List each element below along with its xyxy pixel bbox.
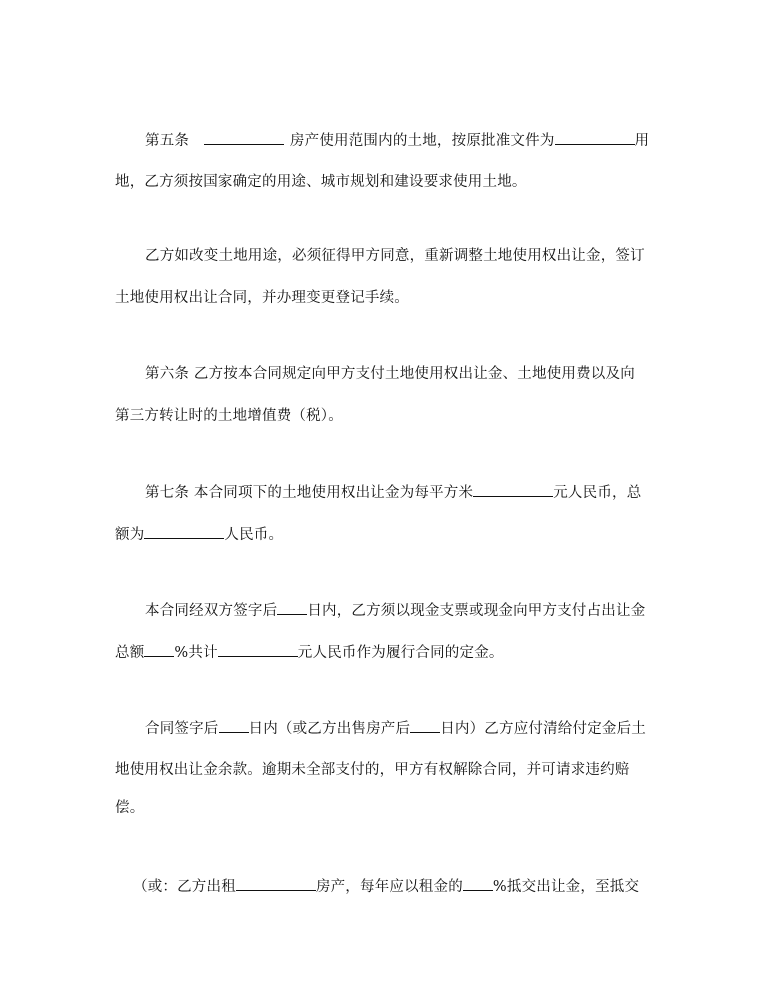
blank-field xyxy=(219,718,249,733)
change-use-line2: 土地使用权出让合同，并办理变更登记手续。 xyxy=(115,290,409,306)
text-segment: 日内，乙方须以现金支票或现金向甲方支付占出让金 xyxy=(307,603,646,619)
blank-field xyxy=(218,642,298,657)
blank-field xyxy=(236,876,316,891)
deposit-line1 xyxy=(145,600,645,621)
deposit-line2 xyxy=(115,642,504,663)
rent-line1 xyxy=(133,876,639,897)
text-segment: 日内（或乙方出售房产后 xyxy=(248,721,411,737)
text-segment: 房产，每年应以租金的 xyxy=(315,879,463,895)
text-segment: %共计 xyxy=(174,645,218,661)
article5-line2: 地，乙方须按国家确定的用途、城市规划和建设要求使用土地。 xyxy=(115,174,527,190)
text-segment: 日内）乙方应付清给付定金后土 xyxy=(440,721,647,737)
text-segment: 合同签字后 xyxy=(145,721,219,737)
article7-line1 xyxy=(145,482,641,503)
balance-line2: 地使用权出让金余款。逾期未全部支付的，甲方有权解除合同，并可请求违约赔 xyxy=(115,762,630,778)
text-segment: %抵交出让金，至抵交 xyxy=(492,879,640,895)
blank-field xyxy=(144,524,224,539)
text-segment: 用 xyxy=(634,133,650,149)
blank-field xyxy=(463,876,493,891)
blank-field xyxy=(277,600,307,615)
text-segment: 房产使用范围内的土地，按原批准文件为 xyxy=(289,133,555,149)
blank-field xyxy=(555,130,635,145)
article6-line1: 第六条 乙方按本合同规定向甲方支付土地使用权出让金、土地使用费以及向 xyxy=(145,366,635,382)
text-segment: 元人民币，总 xyxy=(553,485,642,501)
blank-field xyxy=(204,130,284,145)
change-use-line1: 乙方如改变土地用途，必须征得甲方同意，重新调整土地使用权出让金，签订 xyxy=(145,248,645,264)
article5-label: 第五条 xyxy=(145,133,190,149)
text-segment: 元人民币作为履行合同的定金。 xyxy=(297,645,504,661)
text-segment: 本合同经双方签字后 xyxy=(145,603,278,619)
text-segment: 第七条 本合同项下的土地使用权出让金为每平方米 xyxy=(145,485,474,501)
blank-field xyxy=(473,482,553,497)
balance-line3: 偿。 xyxy=(115,800,145,816)
article7-line2 xyxy=(115,524,283,545)
article6-line2: 第三方转让时的土地增值费（税）。 xyxy=(115,408,343,424)
article5-line1 xyxy=(145,130,649,151)
text-segment: （或：乙方出租 xyxy=(133,879,236,895)
text-segment: 总额 xyxy=(115,645,145,661)
balance-line1 xyxy=(145,718,646,739)
text-segment: 人民币。 xyxy=(224,527,284,543)
blank-field xyxy=(144,642,174,657)
blank-field xyxy=(410,718,440,733)
text-segment: 额为 xyxy=(115,527,145,543)
